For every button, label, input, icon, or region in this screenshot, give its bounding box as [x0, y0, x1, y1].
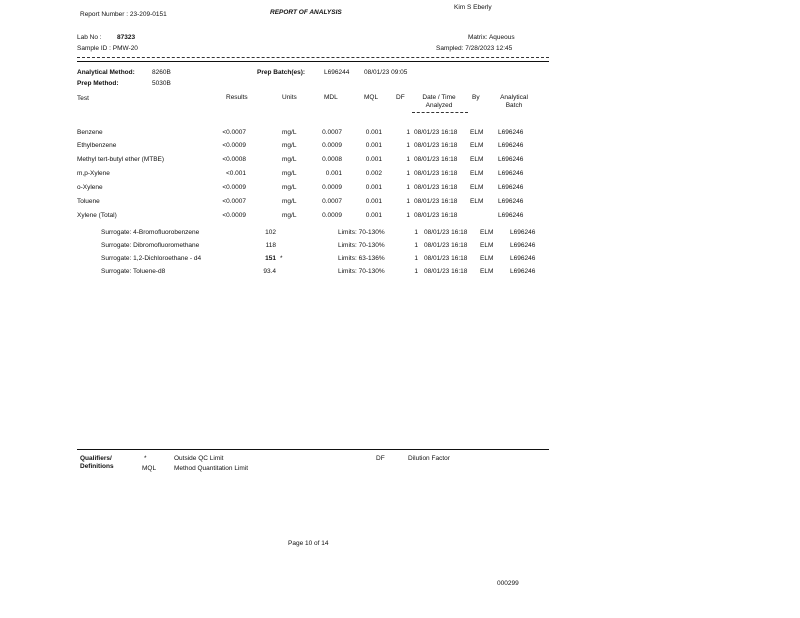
surrogate-limits: Limits: 70-130% [338, 242, 385, 249]
surrogate-limits: Limits: 70-130% [338, 229, 385, 236]
surrogate-value: 151 [265, 255, 276, 262]
surrogate-name: Surrogate: 1,2-Dichloroethane - d4 [101, 255, 202, 262]
row-df: 1 [406, 184, 410, 191]
date-header-underline [412, 112, 468, 113]
col-mdl: MDL [324, 94, 338, 101]
surrogate-name: Surrogate: Dibromofluoromethane [101, 242, 200, 249]
qualifier-text-2: Method Quantitation Limit [174, 465, 249, 472]
row-units: mg/L [282, 142, 297, 149]
sample-id: Sample ID : PMW-20 [77, 45, 138, 52]
row-df: 1 [406, 212, 410, 219]
footer-divider [77, 449, 549, 450]
row-df: 1 [406, 198, 410, 205]
client-name: Kim S Eberly [454, 4, 492, 11]
row-result: <0.0008 [222, 156, 246, 163]
qualifiers-label-2: Definitions [80, 463, 114, 470]
surrogate-date: 08/01/23 16:18 [424, 229, 468, 236]
col-test: Test [77, 95, 89, 102]
row-mql: 0.001 [365, 142, 382, 149]
row-result: <0.0007 [222, 129, 246, 136]
col-date-2: Analyzed [425, 102, 453, 109]
row-df: 1 [406, 156, 410, 163]
row-units: mg/L [282, 198, 297, 205]
row-test: Toluene [77, 198, 100, 205]
qualifier-symbol-1: * [144, 455, 147, 462]
row-mql: 0.002 [365, 170, 382, 177]
col-df: DF [396, 94, 405, 101]
sampled-date: Sampled: 7/28/2023 12:45 [436, 45, 513, 52]
surrogate-value: 118 [265, 242, 276, 249]
col-results: Results [226, 94, 248, 101]
row-batch: L696246 [498, 170, 524, 177]
row-by: ELM [470, 198, 484, 205]
row-units: mg/L [282, 184, 297, 191]
col-mql: MQL [364, 94, 379, 101]
qualifier-symbol-2: MQL [142, 465, 157, 472]
qualifier-text-1: Outside QC Limit [174, 455, 224, 462]
row-test: Benzene [77, 129, 103, 136]
surrogate-df: 1 [414, 242, 418, 249]
surrogate-by: ELM [480, 268, 494, 275]
row-date: 08/01/23 16:18 [414, 184, 458, 191]
row-batch: L696246 [498, 212, 524, 219]
row-mdl: 0.0009 [322, 142, 342, 149]
row-mql: 0.001 [365, 129, 382, 136]
row-date: 08/01/23 16:18 [414, 156, 458, 163]
analytical-method-label: Analytical Method: [77, 69, 135, 76]
header-divider-2 [77, 61, 549, 62]
col-units: Units [282, 94, 297, 101]
row-mdl: 0.0007 [322, 129, 342, 136]
surrogate-limits: Limits: 63-136% [338, 255, 385, 262]
prep-batch-date: 08/01/23 09:05 [364, 69, 408, 76]
row-test: Ethylbenzene [77, 142, 117, 149]
row-mdl: 0.0008 [322, 156, 342, 163]
surrogate-df: 1 [414, 268, 418, 275]
prep-method-value: 5030B [152, 80, 171, 87]
col-by: By [472, 94, 480, 101]
lab-no-label: Lab No : [77, 34, 102, 41]
surrogate-flag: * [280, 255, 283, 262]
row-result: <0.0009 [222, 142, 246, 149]
row-date: 08/01/23 16:18 [414, 212, 458, 219]
surrogate-df: 1 [414, 229, 418, 236]
report-number: Report Number : 23-209-0151 [80, 11, 167, 18]
surrogate-date: 08/01/23 16:18 [424, 242, 468, 249]
surrogate-batch: L696246 [510, 242, 536, 249]
document-number: 000299 [497, 580, 519, 587]
row-mql: 0.001 [365, 198, 382, 205]
analytical-method-value: 8260B [152, 69, 171, 76]
row-mdl: 0.0009 [322, 212, 342, 219]
surrogate-by: ELM [480, 255, 494, 262]
row-test: m,p-Xylene [77, 170, 110, 177]
prep-batch-value: L696244 [324, 69, 350, 76]
surrogate-value: 102 [265, 229, 276, 236]
row-result: <0.0009 [222, 212, 246, 219]
col-batch-2: Batch [505, 102, 523, 109]
row-test: Xylene (Total) [77, 212, 117, 219]
report-title: REPORT OF ANALYSIS [270, 9, 342, 16]
col-date-1: Date / Time [422, 94, 456, 101]
row-result: <0.0009 [222, 184, 246, 191]
qualifier-text-3: Dilution Factor [408, 455, 450, 462]
surrogate-batch: L696246 [510, 229, 536, 236]
surrogate-batch: L696246 [510, 268, 536, 275]
row-date: 08/01/23 16:18 [414, 129, 458, 136]
surrogate-date: 08/01/23 16:18 [424, 255, 468, 262]
row-date: 08/01/23 16:18 [414, 142, 458, 149]
page-number: Page 10 of 14 [288, 540, 329, 547]
row-units: mg/L [282, 212, 297, 219]
row-units: mg/L [282, 129, 297, 136]
row-df: 1 [406, 142, 410, 149]
surrogate-name: Surrogate: 4-Bromofluorobenzene [101, 229, 200, 236]
row-df: 1 [406, 129, 410, 136]
row-mql: 0.001 [365, 184, 382, 191]
col-batch-1: Analytical [500, 94, 528, 101]
surrogate-df: 1 [414, 255, 418, 262]
surrogate-by: ELM [480, 242, 494, 249]
row-df: 1 [406, 170, 410, 177]
row-mdl: 0.001 [325, 170, 342, 177]
row-by: ELM [470, 184, 484, 191]
row-by: ELM [470, 142, 484, 149]
row-test: o-Xylene [77, 184, 103, 191]
row-units: mg/L [282, 170, 297, 177]
row-date: 08/01/23 16:18 [414, 198, 458, 205]
surrogate-value: 93.4 [263, 268, 276, 275]
row-batch: L696246 [498, 184, 524, 191]
surrogate-by: ELM [480, 229, 494, 236]
row-units: mg/L [282, 156, 297, 163]
row-mdl: 0.0007 [322, 198, 342, 205]
row-by: ELM [470, 170, 484, 177]
row-result: <0.0007 [222, 198, 246, 205]
surrogate-date: 08/01/23 16:18 [424, 268, 468, 275]
row-batch: L696246 [498, 156, 524, 163]
row-date: 08/01/23 16:18 [414, 170, 458, 177]
row-by: ELM [470, 129, 484, 136]
qualifier-symbol-3: DF [376, 455, 385, 462]
row-mdl: 0.0009 [322, 184, 342, 191]
row-batch: L696246 [498, 198, 524, 205]
prep-method-label: Prep Method: [77, 80, 119, 87]
lab-no: 87323 [117, 34, 136, 41]
row-mql: 0.001 [365, 156, 382, 163]
surrogate-batch: L696246 [510, 255, 536, 262]
row-batch: L696246 [498, 129, 524, 136]
qualifiers-label-1: Qualifiers/ [80, 455, 112, 462]
matrix: Matrix: Aqueous [468, 34, 515, 41]
row-batch: L696246 [498, 142, 524, 149]
row-by: ELM [470, 156, 484, 163]
row-test: Methyl tert-butyl ether (MTBE) [77, 156, 165, 163]
header-divider-1 [77, 57, 549, 58]
row-result: <0.001 [225, 170, 246, 177]
surrogate-limits: Limits: 70-130% [338, 268, 385, 275]
row-mql: 0.001 [365, 212, 382, 219]
surrogate-name: Surrogate: Toluene-d8 [101, 268, 166, 275]
prep-batch-label: Prep Batch(es): [257, 69, 306, 76]
